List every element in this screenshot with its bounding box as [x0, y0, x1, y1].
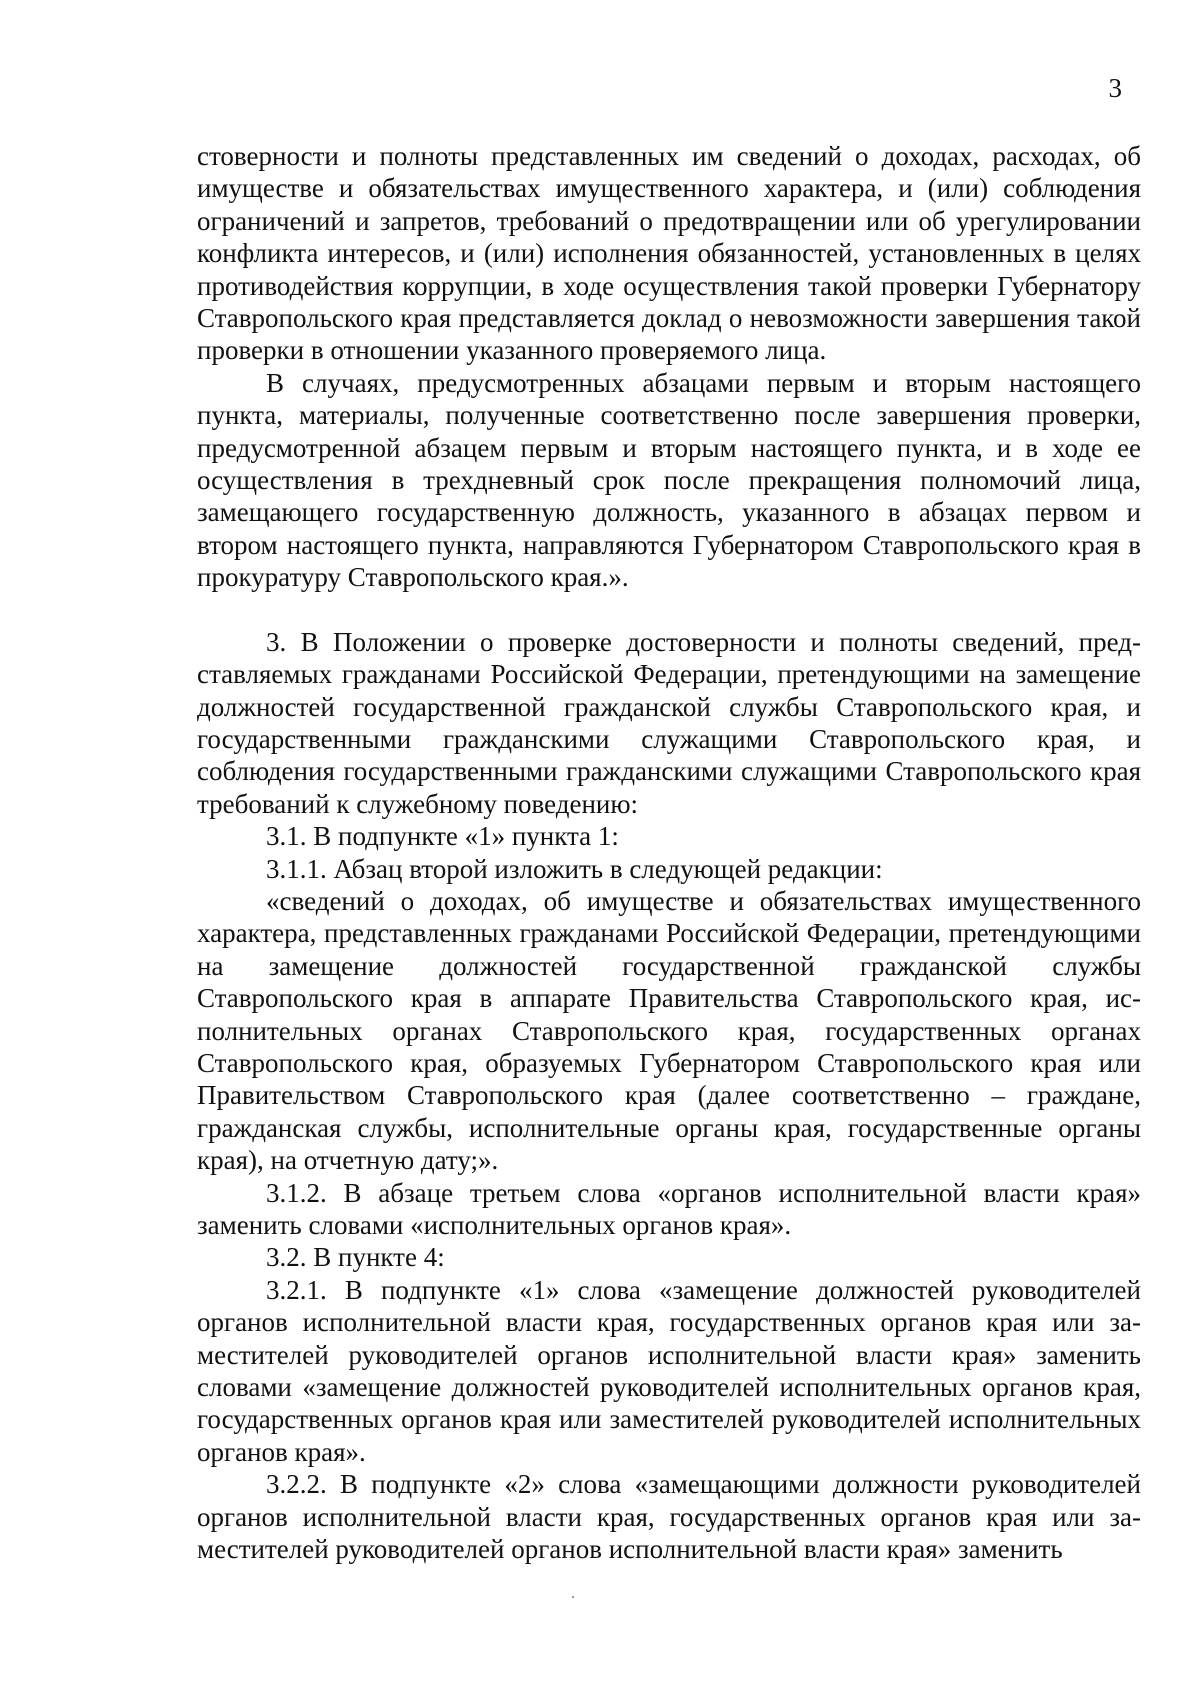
- paragraph-continuation: стоверности и полноты представленных им сведений о доходах, расходах, об имуществе и обязательствах имущественного характера, и (или) соблюдения ограничений и запретов, требований о предотвращении или об урегулировании конфликта интересов, и (или) исполнения обязанностей, установленных в целях противодействия коррупции, в ходе осуществления такой проверки Губернатору Ставропольского края представляется доклад о невозможности завершения такой проверки в отношении указанного проверяемого лица.: [197, 141, 1141, 366]
- paragraph-item-3-2-1: 3.2.1. В подпункте «1» слова «замещение должностей руководителей органов исполнительной власти края, государственных органов края или заместителей руководителей органов исполнительной власти края» заменить словами «замещение должностей руководителей исполнительных органов края, государственных органов края или заместителей руководителей исполнительных органов края».: [197, 1274, 1141, 1467]
- paragraph-item-3: 3. В Положении о проверке достоверности и полноты сведений, представляемых гражданами Российской Федерации, претендующими на замещение должностей государственной гражданской службы Ставропольского края, и государственными гражданскими служащими Ставропольского края, и соблюдения государственными гражданскими служащими Ставропольского края требований к служебному поведению:: [197, 626, 1141, 819]
- paragraph-item-3-2-2: 3.2.2. В подпункте «2» слова «замещающими должности руководителей органов исполнительной власти края, государственных органов края или заместителей руководителей органов исполнительной власти края» заменить: [197, 1469, 1141, 1565]
- paragraph-item-3-1-1: 3.1.1. Абзац второй изложить в следующей редакции:: [266, 853, 883, 884]
- paragraph-spacer: [197, 594, 1141, 626]
- paragraph-item-3-1: 3.1. В подпункте «1» пункта 1:: [266, 821, 619, 852]
- page-number: 3: [1108, 73, 1122, 103]
- scan-speck: [572, 1596, 574, 1598]
- document-body: [197, 140, 1141, 1565]
- paragraph-cases: В случаях, предусмотренных абзацами первым и вторым настоящего пункта, материалы, полученные соответственно после завершения проверки, предусмотренной абзацем первым и вторым настоящего пункта, и в ходе ее осуществления в трехдневный срок после прекращения полномочий лица, замещающего государственную должность, указанного в абзацах первом и втором настоящего пункта, направляются Губернатором Ставропольского края в прокуратуру Ставропольского края.».: [197, 367, 1141, 593]
- paragraph-item-3-1-2: 3.1.2. В абзаце третьем слова «органов исполнительной власти края» заменить словами «исполнительных органов края».: [197, 1177, 1141, 1240]
- paragraph-item-3-2: 3.2. В пункте 4:: [266, 1242, 445, 1273]
- paragraph-quoted-text: «сведений о доходах, об имуществе и обязательствах имущественного характера, представленных гражданами Российской Федерации, претендующими на замещение должностей государственной гражданской службы Ставропольского края в аппарате Правительства Ставропольского края, исполнительных органах Ставропольского края, государственных органах Ставропольского края, образуемых Губернатором Ставропольского края или Правительством Ставропольского края (далее соответственно – граждане, гражданская службы, исполнительные органы края, государственные органы края), на отчетную дату;».: [197, 885, 1141, 1176]
